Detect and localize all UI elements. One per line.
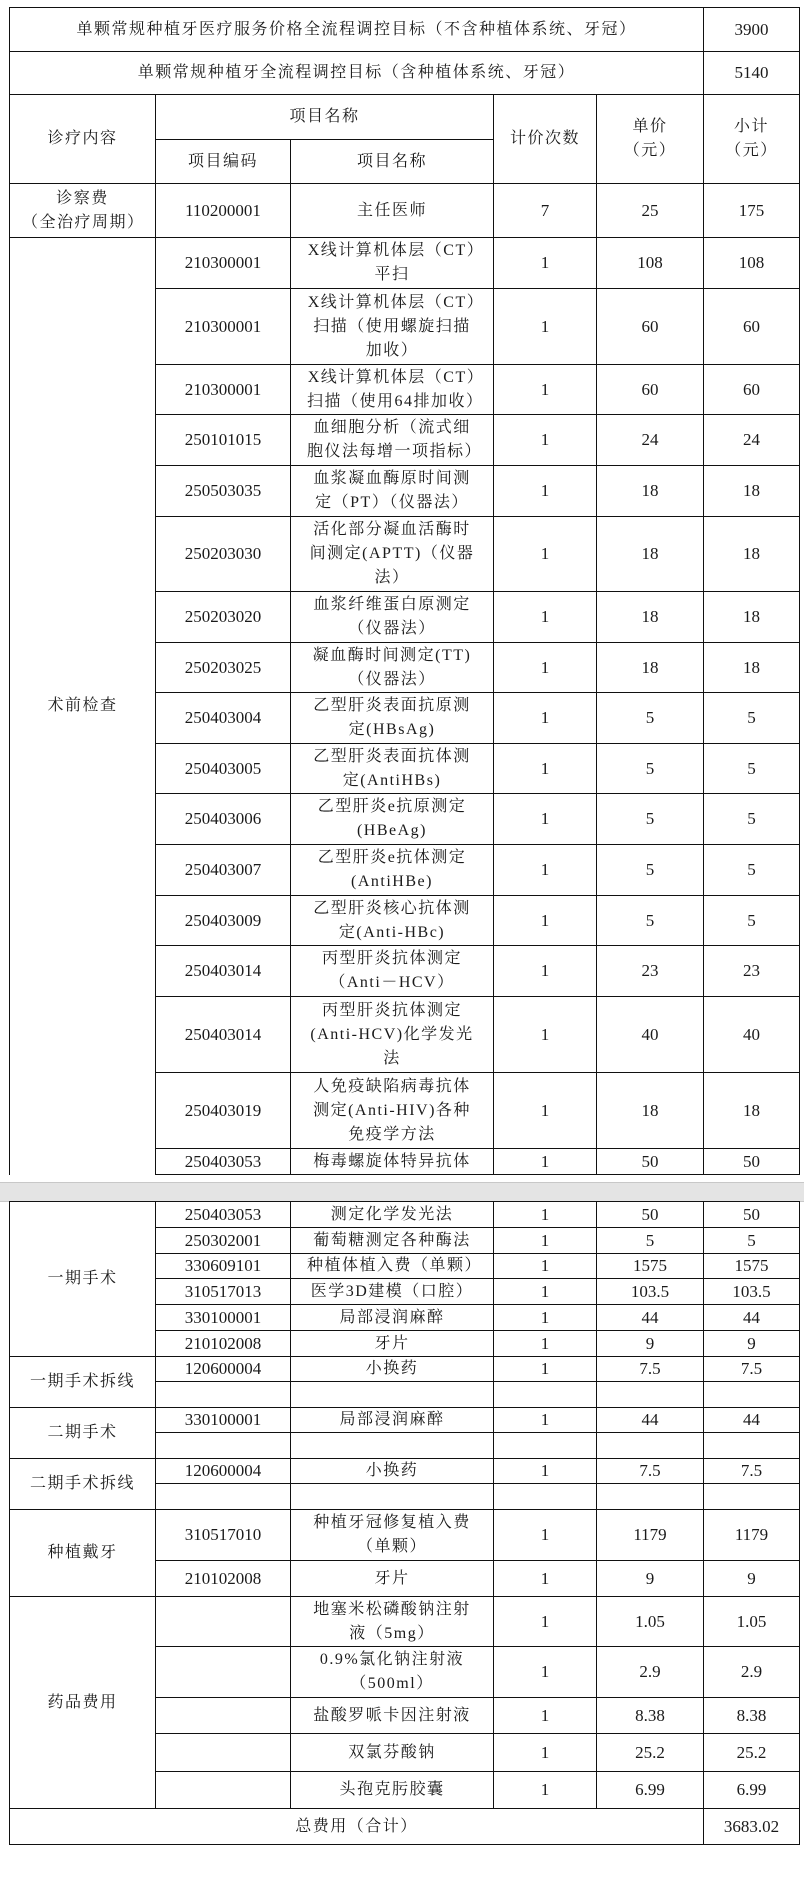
item-subtotal: 2.9 (704, 1647, 800, 1698)
item-subtotal: 5 (704, 845, 800, 896)
header-content: 诊疗内容 (10, 95, 156, 184)
category-cell: 药品费用 (10, 1597, 156, 1809)
item-subtotal: 7.5 (704, 1459, 800, 1484)
item-subtotal: 18 (704, 1073, 800, 1149)
item-name: 局部浸润麻醉 (291, 1305, 494, 1331)
category-cell: 二期手术 (10, 1408, 156, 1459)
item-count: 1 (494, 592, 597, 643)
header-unit-price: 单价 （元） (597, 95, 704, 184)
item-unit-price: 23 (597, 946, 704, 997)
table-row (10, 1597, 800, 1647)
item-count: 1 (494, 1331, 597, 1357)
item-count: 1 (494, 1408, 597, 1433)
item-subtotal: 108 (704, 238, 800, 289)
item-code: 250302001 (156, 1228, 291, 1254)
item-count: 1 (494, 946, 597, 997)
item-code: 330609101 (156, 1254, 291, 1279)
item-code: 250203025 (156, 643, 291, 693)
item-unit-price: 5 (597, 845, 704, 896)
item-count: 1 (494, 1202, 597, 1228)
item-name: 小换药 (291, 1357, 494, 1382)
item-count: 1 (494, 1647, 597, 1698)
target-row (10, 52, 800, 95)
item-subtotal: 1.05 (704, 1597, 800, 1647)
price-table-page-1 (9, 7, 800, 1175)
item-name: 活化部分凝血活酶时间测定(APTT)（仪器法） (291, 517, 494, 592)
item-count: 1 (494, 896, 597, 946)
empty-cell (704, 1484, 800, 1510)
item-unit-price: 25 (597, 184, 704, 238)
item-name: X线计算机体层（CT）平扫 (291, 238, 494, 289)
item-unit-price: 44 (597, 1408, 704, 1433)
item-code: 120600004 (156, 1357, 291, 1382)
empty-cell (494, 1382, 597, 1408)
empty-cell (494, 1484, 597, 1510)
item-subtotal: 5 (704, 1228, 800, 1254)
item-unit-price: 18 (597, 517, 704, 592)
item-count: 1 (494, 1305, 597, 1331)
item-subtotal: 18 (704, 643, 800, 693)
item-unit-price: 24 (597, 415, 704, 466)
item-name: 头孢克肟胶囊 (291, 1772, 494, 1809)
item-count: 7 (494, 184, 597, 238)
item-name: 局部浸润麻醉 (291, 1408, 494, 1433)
target-label: 单颗常规种植牙全流程调控目标（含种植体系统、牙冠） (10, 52, 704, 95)
item-code (156, 1698, 291, 1734)
empty-cell (156, 1433, 291, 1459)
table-row (10, 1202, 800, 1228)
item-subtotal: 18 (704, 466, 800, 517)
item-count: 1 (494, 1510, 597, 1561)
empty-cell (291, 1433, 494, 1459)
item-name: 血浆纤维蛋白原测定（仪器法） (291, 592, 494, 643)
item-name: 盐酸罗哌卡因注射液 (291, 1698, 494, 1734)
item-code: 250403006 (156, 794, 291, 845)
item-unit-price: 5 (597, 744, 704, 794)
item-name: 牙片 (291, 1561, 494, 1597)
item-code: 250503035 (156, 466, 291, 517)
item-code: 250403053 (156, 1202, 291, 1228)
item-name: 种植牙冠修复植入费（单颗） (291, 1510, 494, 1561)
item-subtotal: 23 (704, 946, 800, 997)
item-name: X线计算机体层（CT）扫描（使用64排加收） (291, 365, 494, 415)
item-count: 1 (494, 794, 597, 845)
total-row (10, 1809, 800, 1845)
item-name: 血浆凝血酶原时间测定（PT）（仪器法） (291, 466, 494, 517)
item-unit-price: 5 (597, 1228, 704, 1254)
item-subtotal: 24 (704, 415, 800, 466)
category-cell: 一期手术拆线 (10, 1357, 156, 1408)
item-count: 1 (494, 643, 597, 693)
item-unit-price: 18 (597, 1073, 704, 1149)
item-code: 250203020 (156, 592, 291, 643)
item-name: 小换药 (291, 1459, 494, 1484)
item-name: 医学3D建模（口腔） (291, 1279, 494, 1305)
empty-cell (597, 1484, 704, 1510)
item-code: 210300001 (156, 238, 291, 289)
item-unit-price: 5 (597, 693, 704, 744)
item-name: 测定化学发光法 (291, 1202, 494, 1228)
table-row (10, 1357, 800, 1382)
item-count: 1 (494, 1279, 597, 1305)
item-unit-price: 60 (597, 289, 704, 365)
empty-cell (156, 1382, 291, 1408)
item-name: X线计算机体层（CT）扫描（使用螺旋扫描加收） (291, 289, 494, 365)
item-subtotal: 1575 (704, 1254, 800, 1279)
header-subtotal: 小计 （元） (704, 95, 800, 184)
item-count: 1 (494, 466, 597, 517)
item-unit-price: 18 (597, 466, 704, 517)
item-count: 1 (494, 517, 597, 592)
category-cell: 种植戴牙 (10, 1510, 156, 1597)
item-subtotal: 5 (704, 744, 800, 794)
item-name: 牙片 (291, 1331, 494, 1357)
item-code (156, 1647, 291, 1698)
item-subtotal: 5 (704, 896, 800, 946)
item-code (156, 1772, 291, 1809)
item-subtotal: 9 (704, 1561, 800, 1597)
empty-cell (704, 1382, 800, 1408)
item-name: 乙型肝炎表面抗体测定(AntiHBs) (291, 744, 494, 794)
item-code: 210300001 (156, 289, 291, 365)
item-code: 310517010 (156, 1510, 291, 1561)
item-count: 1 (494, 1459, 597, 1484)
item-code: 250403014 (156, 946, 291, 997)
item-subtotal: 25.2 (704, 1734, 800, 1772)
item-subtotal: 5 (704, 794, 800, 845)
item-unit-price: 50 (597, 1202, 704, 1228)
item-code: 210102008 (156, 1331, 291, 1357)
table-row (10, 1459, 800, 1484)
header-row (10, 95, 800, 140)
item-code: 250101015 (156, 415, 291, 466)
target-value: 3900 (704, 8, 800, 52)
empty-cell (597, 1382, 704, 1408)
item-unit-price: 50 (597, 1149, 704, 1175)
item-count: 1 (494, 1357, 597, 1382)
item-code: 330100001 (156, 1408, 291, 1433)
header-name: 项目名称 (291, 140, 494, 184)
target-label: 单颗常规种植牙医疗服务价格全流程调控目标（不含种植体系统、牙冠） (10, 8, 704, 52)
item-unit-price: 9 (597, 1331, 704, 1357)
item-code: 250403007 (156, 845, 291, 896)
category-cell: 二期手术拆线 (10, 1459, 156, 1510)
item-subtotal: 40 (704, 997, 800, 1073)
item-code: 250403009 (156, 896, 291, 946)
item-count: 1 (494, 1734, 597, 1772)
item-count: 1 (494, 365, 597, 415)
item-subtotal: 8.38 (704, 1698, 800, 1734)
item-subtotal: 175 (704, 184, 800, 238)
item-code: 210102008 (156, 1561, 291, 1597)
item-count: 1 (494, 238, 597, 289)
item-count: 1 (494, 997, 597, 1073)
item-name: 乙型肝炎e抗体测定(AntiHBe) (291, 845, 494, 896)
item-unit-price: 5 (597, 794, 704, 845)
item-code (156, 1734, 291, 1772)
item-subtotal: 50 (704, 1149, 800, 1175)
item-unit-price: 25.2 (597, 1734, 704, 1772)
table-row (10, 1510, 800, 1561)
item-code: 210300001 (156, 365, 291, 415)
header-item-group: 项目名称 (156, 95, 494, 140)
item-name: 乙型肝炎核心抗体测定(Anti-HBc) (291, 896, 494, 946)
empty-cell (494, 1433, 597, 1459)
item-name: 梅毒螺旋体特异抗体 (291, 1149, 494, 1175)
table-row (10, 184, 800, 238)
item-subtotal: 9 (704, 1331, 800, 1357)
item-name: 种植体植入费（单颗） (291, 1254, 494, 1279)
table-row (10, 1408, 800, 1433)
item-unit-price: 60 (597, 365, 704, 415)
item-count: 1 (494, 1561, 597, 1597)
header-code: 项目编码 (156, 140, 291, 184)
empty-cell (704, 1433, 800, 1459)
item-unit-price: 1575 (597, 1254, 704, 1279)
item-unit-price: 1.05 (597, 1597, 704, 1647)
item-code: 110200001 (156, 184, 291, 238)
item-subtotal: 18 (704, 517, 800, 592)
item-unit-price: 44 (597, 1305, 704, 1331)
item-code: 250403014 (156, 997, 291, 1073)
item-subtotal: 50 (704, 1202, 800, 1228)
category-cell: 术前检查 (10, 238, 156, 1175)
item-code: 250403004 (156, 693, 291, 744)
item-unit-price: 6.99 (597, 1772, 704, 1809)
item-unit-price: 103.5 (597, 1279, 704, 1305)
item-name: 主任医师 (291, 184, 494, 238)
item-count: 1 (494, 1149, 597, 1175)
category-cell: 诊察费 （全治疗周期） (10, 184, 156, 238)
item-code: 250203030 (156, 517, 291, 592)
item-count: 1 (494, 1254, 597, 1279)
item-code: 250403053 (156, 1149, 291, 1175)
item-subtotal: 44 (704, 1408, 800, 1433)
total-label: 总费用（合计） (10, 1809, 704, 1845)
item-code: 250403019 (156, 1073, 291, 1149)
item-subtotal: 18 (704, 592, 800, 643)
header-count: 计价次数 (494, 95, 597, 184)
item-code: 330100001 (156, 1305, 291, 1331)
item-name: 0.9%氯化钠注射液（500ml） (291, 1647, 494, 1698)
item-count: 1 (494, 1228, 597, 1254)
item-name: 丙型肝炎抗体测定(Anti-HCV)化学发光法 (291, 997, 494, 1073)
item-subtotal: 60 (704, 289, 800, 365)
item-unit-price: 7.5 (597, 1357, 704, 1382)
item-count: 1 (494, 1597, 597, 1647)
item-unit-price: 1179 (597, 1510, 704, 1561)
item-count: 1 (494, 289, 597, 365)
item-subtotal: 44 (704, 1305, 800, 1331)
table-row (10, 238, 800, 289)
item-count: 1 (494, 845, 597, 896)
item-code: 250403005 (156, 744, 291, 794)
empty-cell (291, 1382, 494, 1408)
item-count: 1 (494, 1073, 597, 1149)
target-value: 5140 (704, 52, 800, 95)
item-subtotal: 1179 (704, 1510, 800, 1561)
empty-cell (291, 1484, 494, 1510)
item-code (156, 1597, 291, 1647)
empty-cell (597, 1433, 704, 1459)
item-subtotal: 60 (704, 365, 800, 415)
target-row (10, 8, 800, 52)
item-unit-price: 7.5 (597, 1459, 704, 1484)
item-name: 丙型肝炎抗体测定（Anti－HCV） (291, 946, 494, 997)
item-subtotal: 6.99 (704, 1772, 800, 1809)
page-break-separator (0, 1182, 804, 1202)
item-name: 乙型肝炎表面抗原测定(HBsAg) (291, 693, 494, 744)
item-unit-price: 18 (597, 643, 704, 693)
item-count: 1 (494, 693, 597, 744)
item-name: 血细胞分析（流式细胞仪法每增一项指标） (291, 415, 494, 466)
item-subtotal: 7.5 (704, 1357, 800, 1382)
total-value: 3683.02 (704, 1809, 800, 1845)
item-count: 1 (494, 415, 597, 466)
item-name: 地塞米松磷酸钠注射液（5mg） (291, 1597, 494, 1647)
item-name: 乙型肝炎e抗原测定(HBeAg) (291, 794, 494, 845)
item-unit-price: 2.9 (597, 1647, 704, 1698)
item-name: 葡萄糖测定各种酶法 (291, 1228, 494, 1254)
item-unit-price: 5 (597, 896, 704, 946)
item-name: 凝血酶时间测定(TT)（仪器法） (291, 643, 494, 693)
item-name: 人免疫缺陷病毒抗体测定(Anti-HIV)各种免疫学方法 (291, 1073, 494, 1149)
price-table-page-2 (9, 1201, 800, 1845)
item-unit-price: 40 (597, 997, 704, 1073)
item-unit-price: 108 (597, 238, 704, 289)
item-count: 1 (494, 1772, 597, 1809)
item-subtotal: 103.5 (704, 1279, 800, 1305)
item-count: 1 (494, 1698, 597, 1734)
item-unit-price: 18 (597, 592, 704, 643)
item-name: 双氯芬酸钠 (291, 1734, 494, 1772)
item-code: 310517013 (156, 1279, 291, 1305)
empty-cell (156, 1484, 291, 1510)
item-unit-price: 8.38 (597, 1698, 704, 1734)
item-unit-price: 9 (597, 1561, 704, 1597)
item-count: 1 (494, 744, 597, 794)
item-code: 120600004 (156, 1459, 291, 1484)
category-cell: 一期手术 (10, 1202, 156, 1357)
item-subtotal: 5 (704, 693, 800, 744)
